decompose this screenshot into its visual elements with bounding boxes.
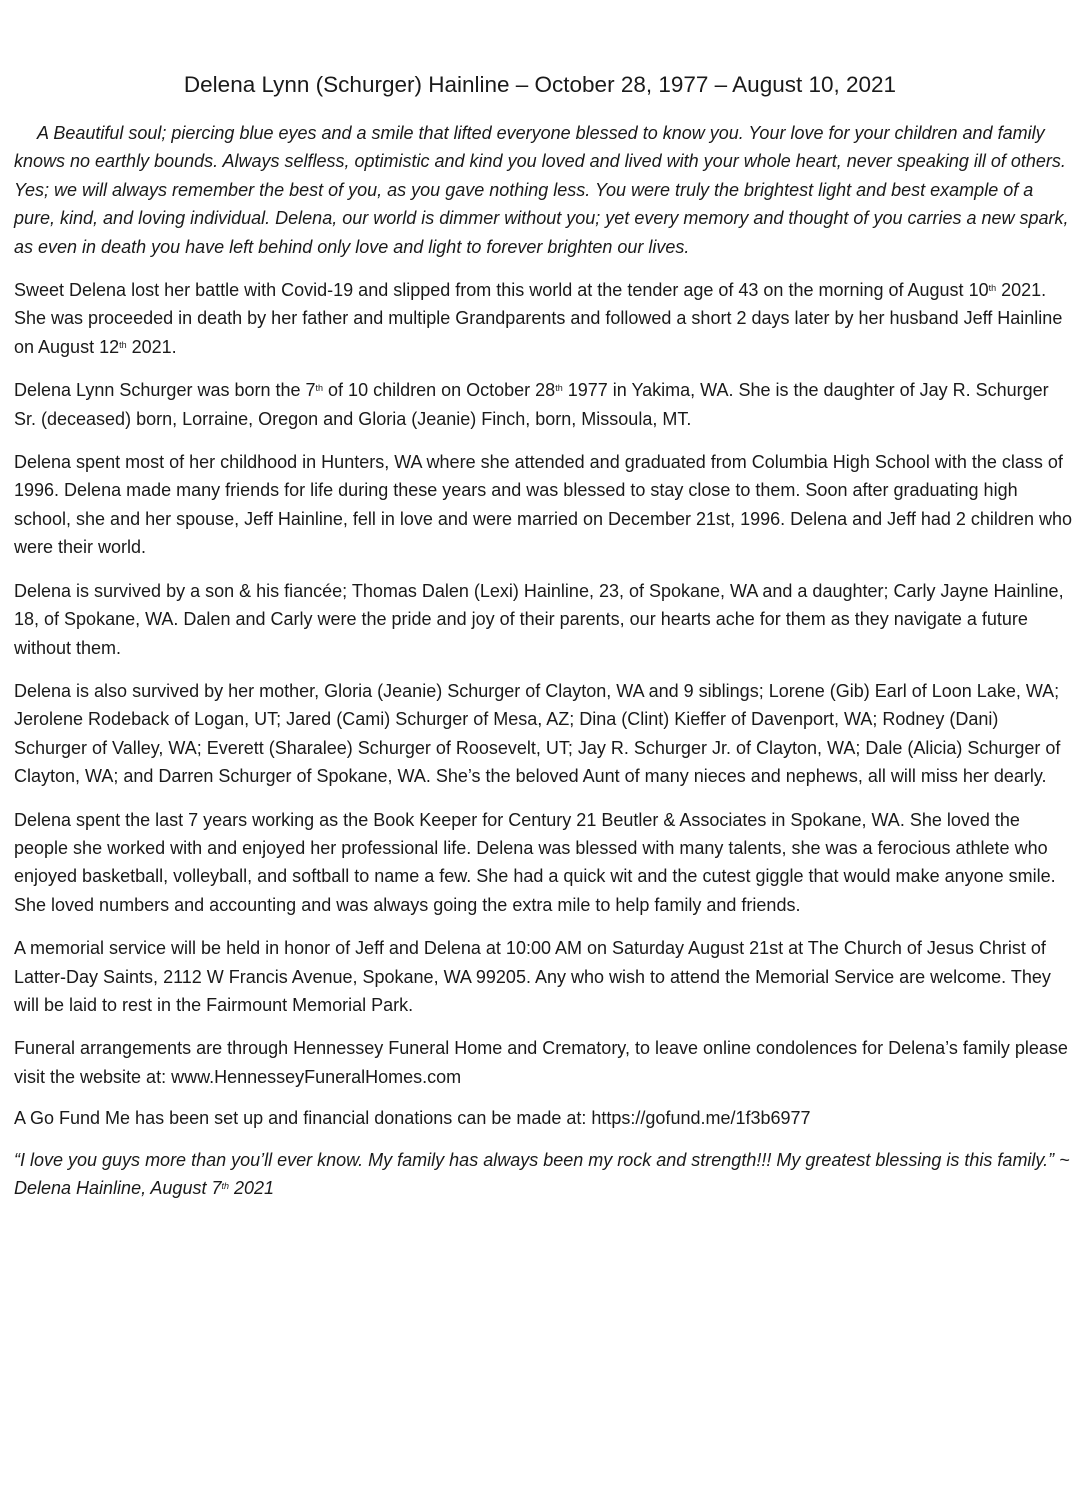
childhood-paragraph: Delena spent most of her childhood in Hunters, WA where she attended and graduated from Columbia High School with the class of 1996. Delena made many friends for life during these years and was blessed to stay close to them. Soon after graduating high school, she and her spouse, Jeff Hainline, fell in love and were married on December 21st, 1996. Delena and Jeff had 2 children who were their world. xyxy=(14,452,1072,558)
gofundme-paragraph: A Go Fund Me has been set up and financial donations can be made at: https://gofund.me/1f3b6977 xyxy=(14,1108,811,1129)
quote-text: “I love you guys more than you’ll ever know. My family has always been my rock and strength!!! My greatest blessing is this family.” ~ Delena Hainline, August 7 xyxy=(14,1149,1070,1198)
obituary-body xyxy=(14,119,1072,1217)
passing-text-3: 2021. xyxy=(126,336,177,357)
memorial-paragraph: A memorial service will be held in honor of Jeff and Delena at 10:00 AM on Saturday August 21st at The Church of Jesus Christ of Latter-Day Saints, 2112 W Francis Avenue, Spokane, WA 99205. Any who wish to attend the Memorial Service are welcome. They will be laid to rest in the Fairmount Memorial Park. xyxy=(14,938,1051,1015)
intro-paragraph: A Beautiful soul; piercing blue eyes and a smile that lifted everyone blessed to know you. Your love for your children and family knows no earthly bounds. Always selfless, optimistic and kind you loved and lived with your whole heart, never speaking ill of others. Yes; we will always remember the best of you, as you gave nothing less. You were truly the brightest light and best example of a pure, kind, and loving individual. Delena, our world is dimmer without you; yet every memory and thought of you carries a new spark, as even in death you have left behind only love and light to forever brighten our lives. xyxy=(14,123,1069,257)
passing-sup-2: th xyxy=(119,339,127,350)
passing-text-1: Sweet Delena lost her battle with Covid-19 and slipped from this world at the tender age of 43 on the morning of August 10 xyxy=(14,280,989,301)
children-paragraph: Delena is survived by a son & his fiancée; Thomas Dalen (Lexi) Hainline, 23, of Spokane, WA and a daughter; Carly Jayne Hainline, 18, of Spokane, WA. Dalen and Carly were the pride and joy of their parents, our hearts ache for them as they navigate a future without them. xyxy=(14,580,1064,658)
birth-text-1: Delena Lynn Schurger was born the 7 xyxy=(14,380,316,401)
page-title: Delena Lynn (Schurger) Hainline – October 28, 1977 – August 10, 2021 xyxy=(183,72,897,97)
funeral-paragraph: Funeral arrangements are through Hennessey Funeral Home and Crematory, to leave online condolences for Delena’s family please visit the website at: www.HennesseyFuneralHomes.com xyxy=(14,1038,1068,1087)
birth-sup-2: th xyxy=(555,383,563,394)
birth-paragraph xyxy=(14,376,1072,433)
quote-end: 2021 xyxy=(228,1178,275,1198)
closing-quote xyxy=(14,1146,1072,1203)
birth-text-3: 1977 in Yakima, WA. She is the daughter of Jay R. Schurger Sr. (deceased) born, Lorraine, Oregon and Gloria (Jeanie) Finch, born, Missoula, MT. xyxy=(14,380,1049,429)
birth-sup-1: th xyxy=(315,383,324,394)
career-paragraph: Delena spent the last 7 years working as the Book Keeper for Century 21 Beutler & Associates in Spokane, WA. She loved the people she worked with and enjoyed her professional life. Delena was blessed with many talents, she was a ferocious athlete who enjoyed basketball, volleyball, and softball to name a few. She had a quick wit and the cutest giggle that would make anyone smile. She loved numbers and accounting and was always going the extra mile to help family and friends. xyxy=(14,809,1056,915)
passing-paragraph xyxy=(14,276,1072,361)
quote-sup: th xyxy=(221,1181,229,1191)
passing-text-2: 2021. She was proceeded in death by her father and multiple Grandparents and followed a short 2 days later by her husband Jeff Hainline on August 12 xyxy=(14,280,1063,357)
passing-sup-1: th xyxy=(988,283,997,294)
birth-text-2: of 10 children on October 28 xyxy=(323,380,556,401)
family-paragraph: Delena is also survived by her mother, Gloria (Jeanie) Schurger of Clayton, WA and 9 siblings; Lorene (Gib) Earl of Loon Lake, WA; Jerolene Rodeback of Logan, UT; Jared (Cami) Schurger of Mesa, AZ; Dina (Clint) Kieffer of Davenport, WA; Rodney (Dani) Schurger of Valley, WA; Everett (Sharalee) Schurger of Roosevelt, UT; Jay R. Schurger Jr. of Clayton, WA; Dale (Alicia) Schurger of Clayton, WA; and Darren Schurger of Spokane, WA. She’s the beloved Aunt of many nieces and nephews, all will miss her dearly. xyxy=(14,680,1061,787)
